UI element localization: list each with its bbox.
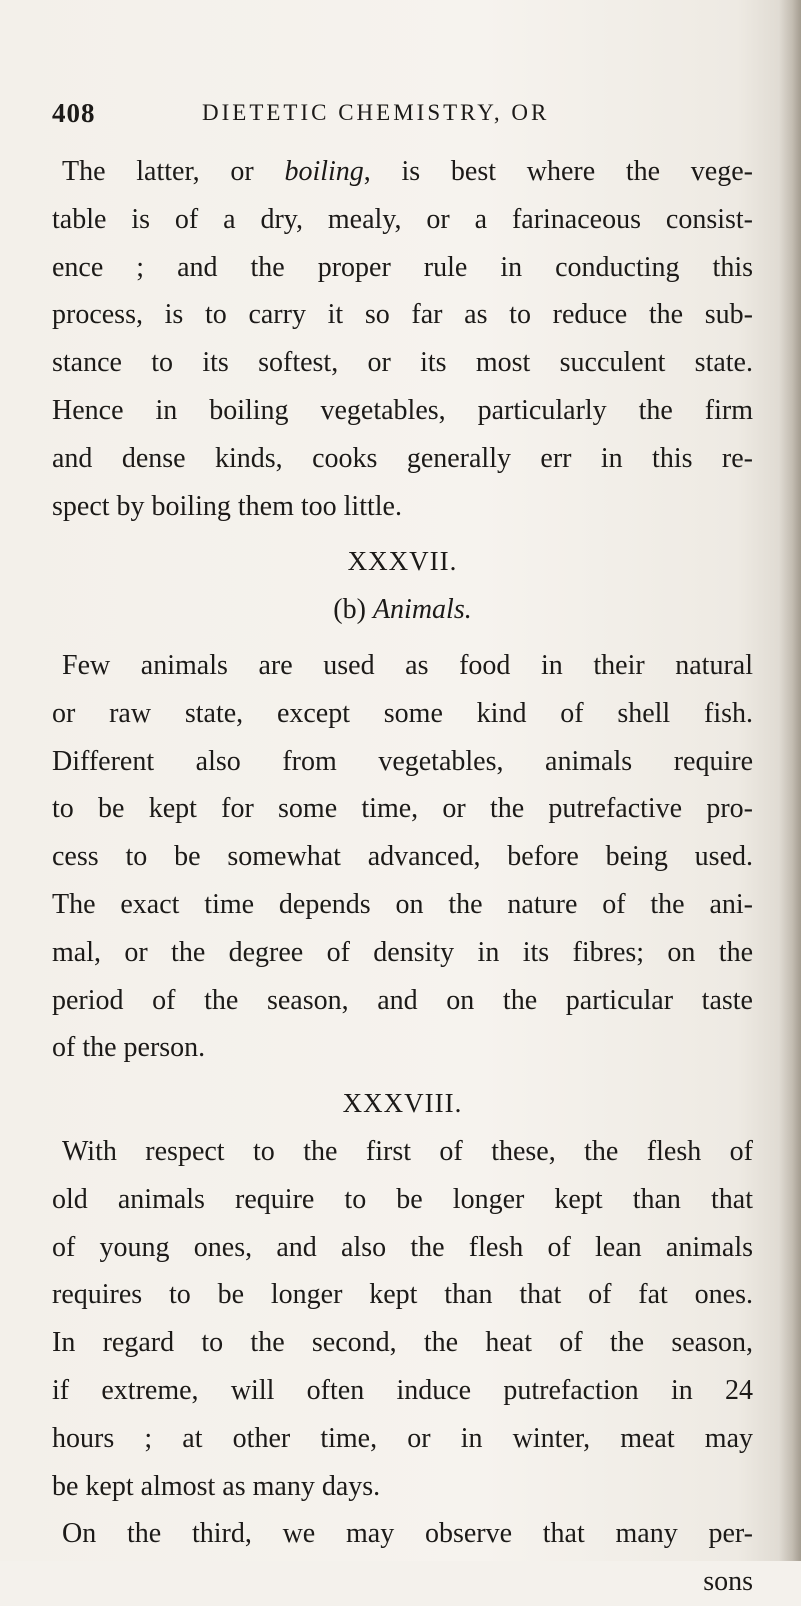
paragraph-1-line-6: Hence in boiling vegetables, particularly the firm	[52, 394, 753, 426]
section-heading-xxxvii: XXXVII.	[347, 546, 458, 577]
paragraph-1-line-2: table is of a dry, mealy, or a farinaceous consist-	[52, 203, 753, 235]
paragraph-1-line-1	[52, 148, 753, 196]
paragraph-2-line-9: of the person.	[52, 1032, 206, 1064]
paragraph-2-line-2: or raw state, except some kind of shell fish.	[52, 697, 753, 729]
body-text	[52, 148, 753, 1606]
paragraph-1-line-8: spect by boiling them too little.	[52, 490, 402, 522]
paragraph-1-line-7: and dense kinds, cooks generally err in this re-	[52, 442, 753, 474]
paragraph-3-line-4: requires to be longer kept than that of fat ones.	[52, 1279, 753, 1311]
catchword: sons	[703, 1566, 753, 1598]
subheading-label: (b)	[333, 594, 366, 626]
page-number: 408	[52, 98, 96, 128]
paragraph-2-line-6: The exact time depends on the nature of the ani-	[52, 888, 753, 920]
paragraph-1-line-3: ence ; and the proper rule in conducting this	[52, 251, 753, 283]
subheading-title: Animals.	[372, 594, 472, 626]
paragraph-3-line-1: With respect to the first of these, the flesh of	[62, 1135, 753, 1167]
section-heading-xxxviii: XXXVIII.	[342, 1088, 463, 1119]
paragraph-3-line-8: be kept almost as many days.	[52, 1470, 381, 1502]
paragraph-2-line-3: Different also from vegetables, animals require	[52, 745, 753, 777]
running-title: DIETETIC CHEMISTRY, OR	[202, 100, 550, 125]
section-subheading	[52, 586, 753, 634]
paragraph-2-line-4: to be kept for some time, or the putrefactive pro-	[52, 793, 753, 825]
paragraph-1-line-1-text: The latter, or boiling, is best where the vege-	[62, 156, 753, 187]
emphasis-boiling: boiling	[284, 156, 364, 187]
paragraph-1-line-4: process, is to carry it so far as to reduce the sub-	[52, 299, 753, 331]
paragraph-1-line-5: stance to its softest, or its most succulent state.	[52, 347, 753, 379]
paragraph-2-line-7: mal, or the degree of density in its fibres; on the	[52, 936, 753, 968]
paragraph-2-line-1: Few animals are used as food in their natural	[62, 649, 753, 681]
paragraph-3-line-3: of young ones, and also the flesh of lean animals	[52, 1231, 753, 1263]
paragraph-3-line-2: old animals require to be longer kept than that	[52, 1183, 753, 1215]
paragraph-3-line-5: In regard to the second, the heat of the season,	[52, 1327, 753, 1359]
paragraph-2-line-5: cess to be somewhat advanced, before being used.	[52, 841, 753, 873]
paragraph-3-line-7: hours ; at other time, or in winter, meat may	[52, 1422, 753, 1454]
paragraph-4-line-1: On the third, we may observe that many per-	[62, 1518, 753, 1550]
paragraph-2-line-8: period of the season, and on the particular taste	[52, 984, 753, 1016]
page-header	[52, 98, 752, 138]
paragraph-3-line-6: if extreme, will often induce putrefaction in 24	[52, 1374, 753, 1406]
page-edge-shadow	[779, 0, 801, 1561]
